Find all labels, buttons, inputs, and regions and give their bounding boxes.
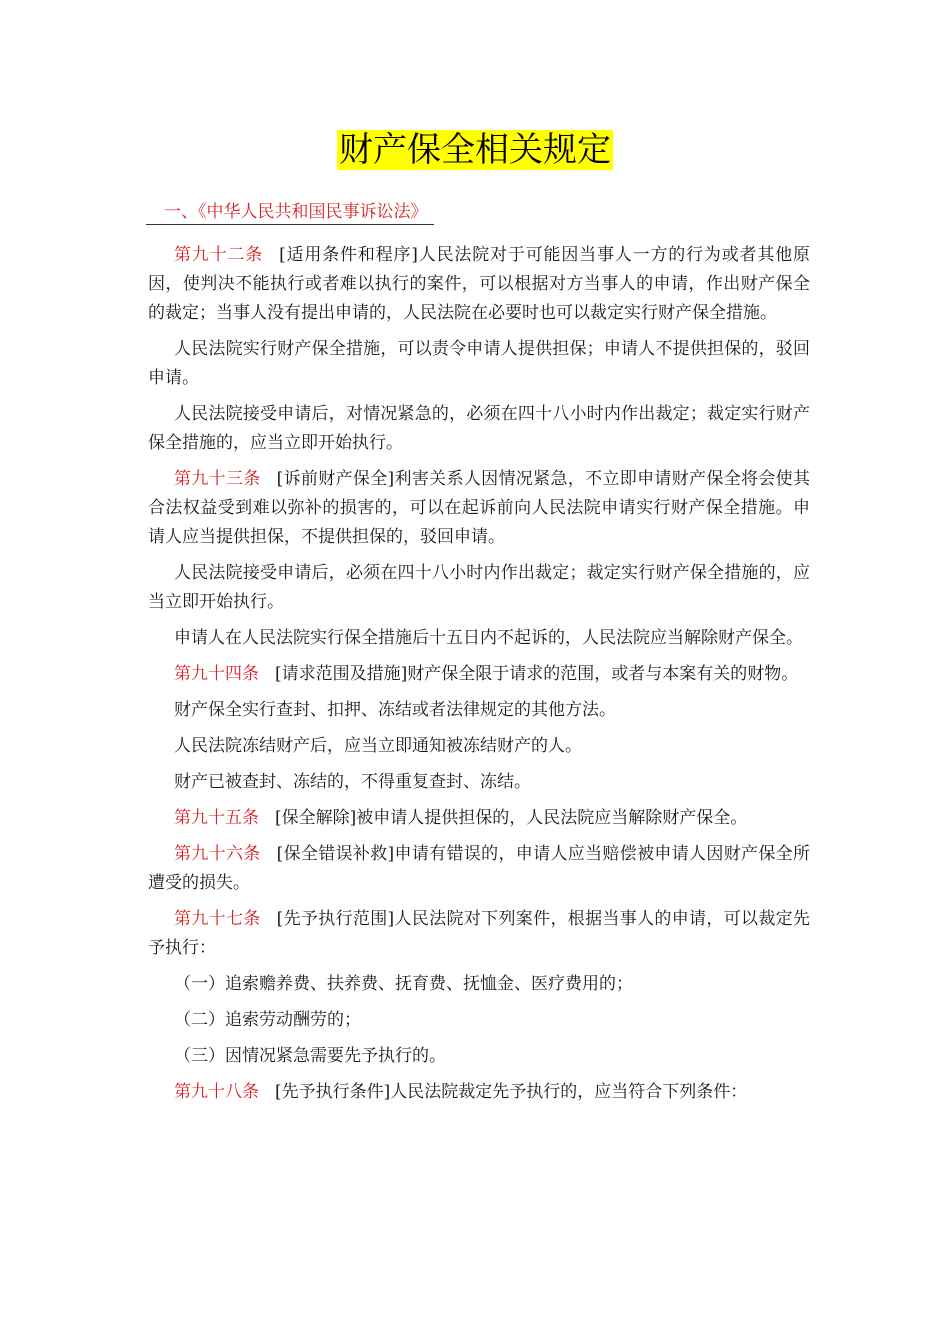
article-paragraph bbox=[148, 905, 810, 963]
article-number: 第九十三条 bbox=[174, 469, 261, 489]
article-paragraph bbox=[148, 804, 810, 833]
article-number: 第九十二条 bbox=[174, 245, 264, 265]
document-body bbox=[148, 241, 810, 1114]
article-text: 财产保全限于请求的范围，或者与本案有关的财物。 bbox=[407, 664, 799, 684]
article-text: 人民法院裁定先予执行的，应当符合下列条件： bbox=[390, 1082, 748, 1102]
article-topic: [诉前财产保全] bbox=[276, 469, 395, 489]
article-topic: [先予执行条件] bbox=[275, 1082, 391, 1102]
article-number: 第九十五条 bbox=[174, 808, 259, 828]
article-number: 第九十四条 bbox=[174, 664, 259, 684]
article-topic: [保全解除] bbox=[275, 808, 357, 828]
list-item: （一）追索赡养费、扶养费、抚育费、抚恤金、医疗费用的； bbox=[174, 974, 633, 994]
page-title bbox=[0, 128, 950, 172]
article-topic: [请求范围及措施] bbox=[275, 664, 408, 684]
body-paragraph: 人民法院冻结财产后，应当立即通知被冻结财产的人。 bbox=[174, 736, 582, 756]
body-paragraph: 人民法院接受申请后，对情况紧急的，必须在四十八小时内作出裁定；裁定实行财产保全措施的，应当立即开始执行。 bbox=[148, 404, 810, 453]
body-paragraph: 财产已被查封、冻结的，不得重复查封、冻结。 bbox=[174, 772, 531, 792]
article-number: 第九十八条 bbox=[174, 1082, 259, 1102]
article-topic: [适用条件和程序] bbox=[279, 245, 418, 265]
article-paragraph bbox=[148, 465, 810, 552]
article-topic: [保全错误补救] bbox=[276, 844, 395, 864]
list-item: （二）追索劳动酬劳的； bbox=[174, 1010, 361, 1030]
body-paragraph: 人民法院接受申请后，必须在四十八小时内作出裁定；裁定实行财产保全措施的，应当立即开始执行。 bbox=[148, 563, 810, 612]
article-text: 人民法院对下列案件，根据当事人的申请，可以裁定先予执行： bbox=[148, 909, 811, 958]
body-paragraph: 财产保全实行查封、扣押、冻结或者法律规定的其他方法。 bbox=[174, 700, 616, 720]
article-paragraph bbox=[148, 1078, 810, 1107]
article-topic: [先予执行范围] bbox=[276, 909, 395, 929]
section-heading: 一、《中华人民共和国民事诉讼法》 bbox=[146, 200, 434, 225]
body-paragraph: 人民法院实行财产保全措施，可以责令申请人提供担保；申请人不提供担保的，驳回申请。 bbox=[148, 339, 810, 388]
article-text: 被申请人提供担保的，人民法院应当解除财产保全。 bbox=[356, 808, 748, 828]
article-text: 利害关系人因情况紧急，不立即申请财产保全将会使其合法权益受到难以弥补的损害的，可以在起诉前向人民法院申请实行财产保全措施。申请人应当提供担保，不提供担保的，驳回申请。 bbox=[148, 469, 811, 547]
page-title-text: 财产保全相关规定 bbox=[339, 130, 611, 170]
body-paragraph: 申请人在人民法院实行保全措施后十五日内不起诉的，人民法院应当解除财产保全。 bbox=[174, 628, 803, 648]
article-text: 申请有错误的，申请人应当赔偿被申请人因财产保全所遭受的损失。 bbox=[148, 844, 811, 893]
article-number: 第九十七条 bbox=[174, 909, 261, 929]
article-paragraph bbox=[148, 660, 810, 689]
article-paragraph bbox=[148, 241, 810, 328]
article-paragraph bbox=[148, 840, 810, 898]
article-number: 第九十六条 bbox=[174, 844, 261, 864]
article-text: 人民法院对于可能因当事人一方的行为或者其他原因，使判决不能执行或者难以执行的案件，可以根据对方当事人的申请，作出财产保全的裁定；当事人没有提出申请的，人民法院在必要时也可以裁定实行财产保全措施。 bbox=[148, 245, 811, 323]
list-item: （三）因情况紧急需要先予执行的。 bbox=[174, 1046, 446, 1066]
